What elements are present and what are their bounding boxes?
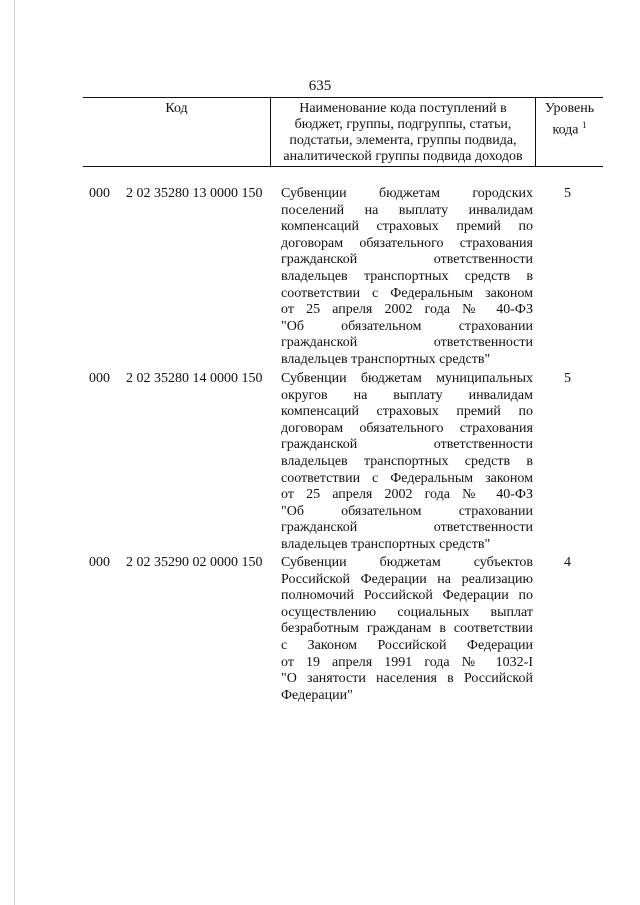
description-line: гражданской ответственности bbox=[281, 520, 533, 536]
description-line: договорам обязательного страхования bbox=[281, 420, 533, 436]
revenue-description bbox=[281, 371, 533, 554]
description-line: "Об обязательном страховании bbox=[281, 503, 533, 519]
description-line: компенсаций страховых премий по bbox=[281, 219, 533, 235]
description-line: от 19 апреля 1991 года № 1032-I bbox=[281, 654, 533, 670]
code-level: 5 bbox=[564, 186, 571, 201]
description-line: поселений на выплату инвалидам bbox=[281, 202, 533, 218]
admin-code: 000 bbox=[89, 186, 110, 201]
footnote-marker: 1 bbox=[582, 120, 587, 130]
description-line: Российской Федерации на реализацию bbox=[281, 571, 533, 587]
revenue-code: 2 02 35290 02 0000 150 bbox=[126, 555, 263, 570]
admin-code: 000 bbox=[89, 555, 110, 570]
description-line: владельцев транспортных средств в bbox=[281, 453, 533, 469]
header-level bbox=[536, 98, 603, 169]
description-line: с Законом Российской Федерации bbox=[281, 637, 533, 653]
description-line: от 25 апреля 2002 года № 40-ФЗ bbox=[281, 487, 533, 503]
description-line: осуществлению социальных выплат bbox=[281, 604, 533, 620]
header-name-line: бюджет, группы, подгруппы, статьи, bbox=[294, 117, 512, 132]
page-number: 635 bbox=[308, 78, 332, 94]
description-line: от 25 апреля 2002 года № 40-ФЗ bbox=[281, 302, 533, 318]
header-level-text: кода bbox=[552, 122, 579, 138]
revenue-code: 2 02 35280 13 0000 150 bbox=[126, 186, 263, 201]
description-line: гражданской ответственности bbox=[281, 335, 533, 351]
header-name-line: аналитической группы подвида доходов bbox=[283, 149, 523, 164]
description-line: "Об обязательном страховании bbox=[281, 318, 533, 334]
header-code: Код bbox=[165, 101, 188, 116]
description-line: договорам обязательного страхования bbox=[281, 235, 533, 251]
code-level: 5 bbox=[564, 371, 571, 386]
description-line: соответствии с Федеральным законом bbox=[281, 285, 533, 301]
description-line: владельцев транспортных средств в bbox=[281, 268, 533, 284]
description-line: соответствии с Федеральным законом bbox=[281, 470, 533, 486]
description-line: Федерации" bbox=[281, 687, 353, 703]
description-line: Субвенции бюджетам субъектов bbox=[281, 555, 533, 570]
description-line: полномочий Российской Федерации по bbox=[281, 588, 533, 604]
description-line: Субвенции бюджетам муниципальных bbox=[281, 371, 533, 386]
admin-code: 000 bbox=[89, 371, 110, 386]
description-line: гражданской ответственности bbox=[281, 437, 533, 453]
header-name-line: подстатьи, элемента, группы подвида, bbox=[289, 133, 517, 148]
header-name bbox=[270, 98, 536, 166]
description-line: компенсаций страховых премий по bbox=[281, 404, 533, 420]
description-line: безработным гражданам в соответствии bbox=[281, 621, 533, 637]
revenue-description bbox=[281, 555, 533, 704]
code-level: 4 bbox=[564, 555, 571, 570]
description-line: владельцев транспортных средств" bbox=[281, 536, 491, 552]
description-line: "О занятости населения в Российской bbox=[281, 671, 533, 687]
page-edge bbox=[14, 0, 15, 905]
description-line: округов на выплату инвалидам bbox=[281, 387, 533, 403]
table-header bbox=[83, 97, 603, 167]
revenue-code: 2 02 35280 14 0000 150 bbox=[126, 371, 263, 386]
header-name-line: Наименование кода поступлений в bbox=[299, 101, 507, 116]
header-level-line1: Уровень bbox=[544, 101, 595, 116]
revenue-description bbox=[281, 186, 533, 369]
description-line: гражданской ответственности bbox=[281, 252, 533, 268]
description-line: владельцев транспортных средств" bbox=[281, 351, 491, 367]
header-level-line2 bbox=[536, 117, 603, 139]
description-line: Субвенции бюджетам городских bbox=[281, 186, 533, 201]
